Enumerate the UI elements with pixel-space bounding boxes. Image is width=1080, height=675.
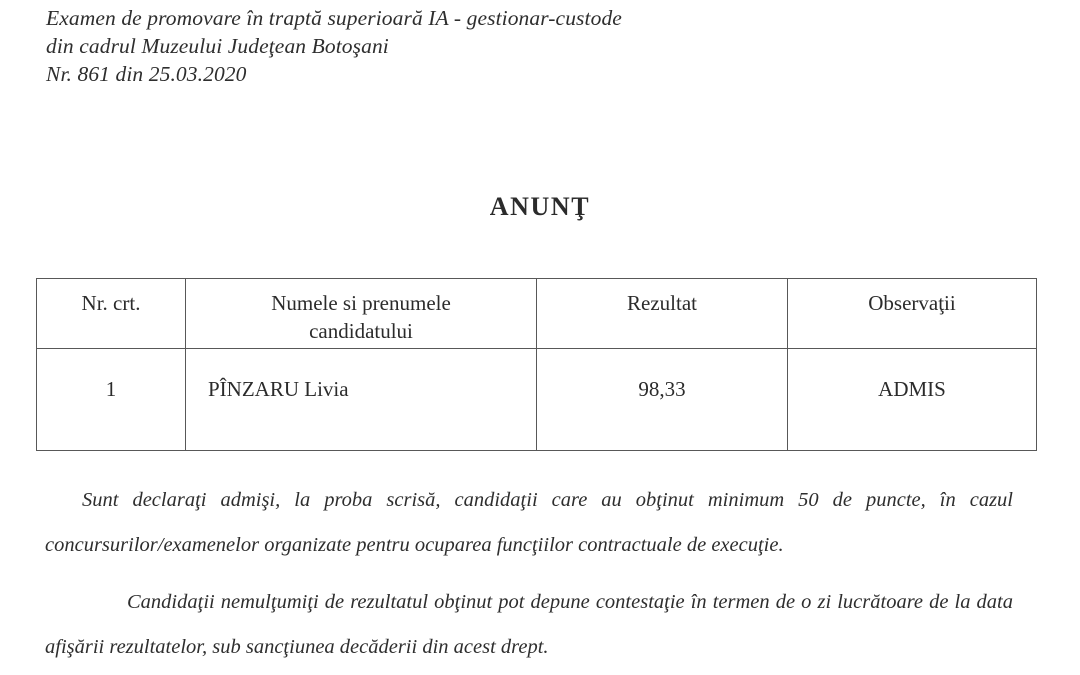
column-header-candidate-name-line1: Numele si prenumele	[271, 291, 451, 315]
cell-result-value: 98,33	[638, 377, 686, 401]
header-line-registration-number: Nr. 861 din 25.03.2020	[46, 62, 247, 86]
column-header-candidate-name	[186, 279, 537, 349]
column-header-nr-crt-label: Nr. crt.	[81, 291, 141, 315]
cell-candidate-name-value: PÎNZARU Livia	[208, 377, 349, 401]
column-header-observations-label: Observaţii	[868, 291, 956, 315]
cell-result	[537, 349, 788, 451]
header-line-institution: din cadrul Muzeului Judeţean Botoşani	[46, 34, 389, 58]
table-row	[37, 349, 1037, 451]
cell-observations	[788, 349, 1037, 451]
paragraph-appeal-notice: Candidaţii nemulţumiţi de rezultatul obţinut pot depune contestaţie în termen de o zi lucrătoare de la data afişării rezultatelor, sub sancţiunea decăderii din acest drept.	[45, 591, 1013, 658]
paragraph-admission-criteria: Sunt declaraţi admişi, la proba scrisă, candidaţii care au obţinut minimum 50 de puncte, în cazul concursurilor/examenelor organizate pentru ocuparea funcţiilor contractuale de execuţie.	[45, 489, 1013, 556]
cell-nr-crt-value: 1	[105, 377, 117, 401]
column-header-candidate-name-line2: candidatului	[309, 319, 413, 343]
column-header-result-label: Rezultat	[627, 291, 697, 315]
cell-nr-crt	[37, 349, 186, 451]
results-table	[36, 278, 1037, 451]
header-line-exam-title: Examen de promovare în traptă superioară IA - gestionar-custode	[46, 6, 622, 30]
table-header-row	[37, 279, 1037, 349]
document-body	[45, 478, 1013, 670]
document-header	[46, 4, 806, 88]
status-badge: ADMIS	[878, 377, 946, 401]
column-header-observations	[788, 279, 1037, 349]
column-header-candidate-name-label	[186, 279, 536, 345]
page-title: ANUNŢ	[489, 192, 591, 221]
cell-candidate-name	[186, 349, 537, 451]
column-header-result	[537, 279, 788, 349]
column-header-nr-crt	[37, 279, 186, 349]
